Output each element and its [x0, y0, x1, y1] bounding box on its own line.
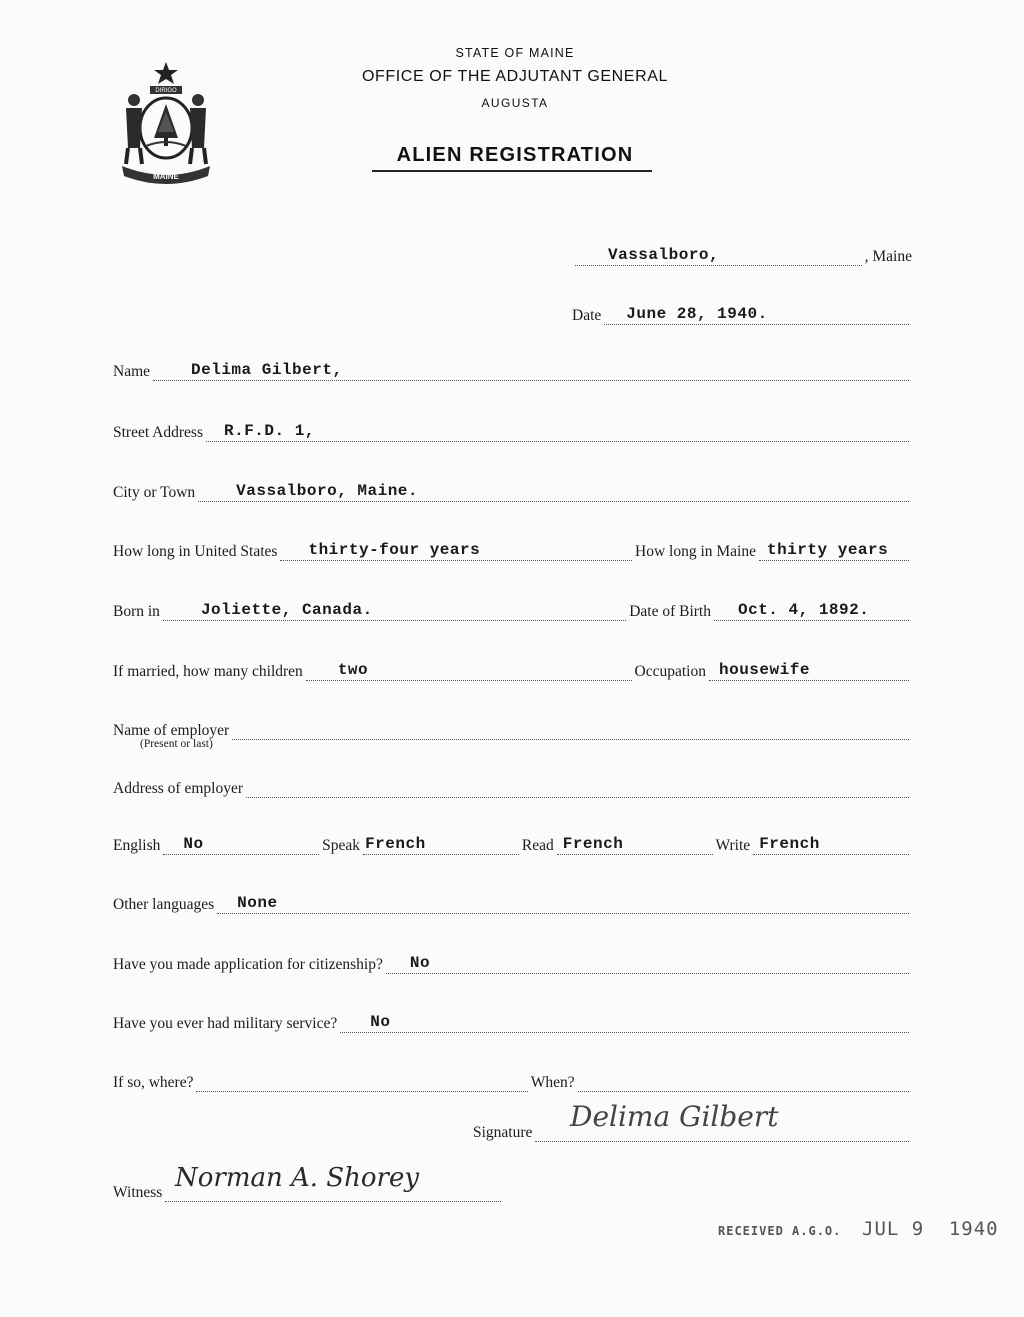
date-field[interactable]: [604, 302, 909, 325]
children-field[interactable]: [306, 658, 632, 681]
form-title: ALIEN REGISTRATION: [396, 144, 634, 166]
street-row: [113, 416, 912, 442]
us-value: thirty-four years: [308, 541, 481, 559]
read-value: French: [562, 835, 624, 853]
occupation-label: Occupation: [634, 662, 706, 680]
date-value: June 28, 1940.: [626, 305, 768, 323]
us-label: How long in United States: [113, 542, 278, 560]
employer-field[interactable]: [232, 717, 909, 740]
write-field[interactable]: [753, 832, 909, 855]
other-languages-label: Other languages: [113, 895, 215, 913]
other-languages-row: [113, 888, 912, 914]
name-field[interactable]: [153, 358, 909, 381]
date-row: [572, 299, 912, 325]
received-stamp: [718, 1218, 999, 1240]
where-label: If so, where?: [113, 1073, 194, 1091]
military-field[interactable]: [340, 1010, 909, 1033]
when-label: When?: [530, 1073, 575, 1091]
read-field[interactable]: [557, 832, 713, 855]
us-field[interactable]: [280, 538, 632, 561]
born-field[interactable]: [163, 598, 626, 621]
speak-field[interactable]: [363, 832, 519, 855]
maine-field[interactable]: [759, 538, 909, 561]
where-field[interactable]: [196, 1069, 527, 1092]
witness-label: Witness: [113, 1183, 163, 1201]
occupation-value: housewife: [719, 661, 810, 679]
dob-value: Oct. 4, 1892.: [738, 601, 870, 619]
signature-label: Signature: [473, 1123, 533, 1141]
title-underline: [372, 170, 652, 172]
place-field[interactable]: [575, 243, 862, 266]
other-languages-field[interactable]: [217, 891, 909, 914]
seal-motto: DIRIGO: [155, 88, 177, 94]
city-row: [113, 476, 912, 502]
city-field[interactable]: [198, 479, 909, 502]
children-label: If married, how many children: [113, 662, 303, 680]
birth-row: [113, 595, 912, 621]
english-label: English: [113, 836, 161, 854]
street-value: R.F.D. 1,: [223, 422, 315, 440]
other-languages-value: None: [237, 894, 278, 912]
employer-address-field[interactable]: [246, 775, 909, 798]
street-label: Street Address: [113, 423, 203, 441]
family-row: [113, 655, 912, 681]
signature-handwriting: Delima Gilbert: [570, 1100, 779, 1133]
employer-sublabel: (Present or last): [140, 738, 213, 750]
write-value: French: [759, 835, 820, 853]
citizenship-field[interactable]: [386, 951, 909, 974]
city-value: Vassalboro, Maine.: [236, 482, 418, 500]
place-value: Vassalboro,: [608, 246, 720, 264]
when-field[interactable]: [578, 1069, 909, 1092]
language-row: [113, 829, 912, 855]
header-city: AUGUSTA: [481, 96, 549, 110]
born-value: Joliette, Canada.: [200, 601, 373, 619]
born-label: Born in: [113, 602, 160, 620]
maine-state-seal-icon: [112, 58, 220, 186]
occupation-field[interactable]: [709, 658, 909, 681]
header-office: OFFICE OF THE ADJUTANT GENERAL: [361, 68, 669, 85]
employer-row: [113, 714, 912, 740]
military-value: No: [370, 1013, 391, 1031]
seal-banner: MAINE: [153, 172, 179, 181]
read-label: Read: [521, 836, 554, 854]
maine-value: thirty years: [767, 541, 889, 559]
maine-label: How long in Maine: [635, 542, 756, 560]
citizenship-label: Have you made application for citizenship?: [113, 955, 383, 973]
residency-row: [113, 535, 912, 561]
city-label: City or Town: [113, 483, 196, 501]
witness-handwriting: Norman A. Shorey: [175, 1163, 420, 1193]
street-field[interactable]: [206, 419, 909, 442]
english-field[interactable]: [163, 832, 319, 855]
where-when-row: [113, 1066, 912, 1092]
place-row: [572, 240, 912, 266]
header-state: STATE OF MAINE: [455, 46, 575, 60]
employer-address-label: Address of employer: [113, 779, 243, 797]
name-label: Name: [113, 362, 151, 380]
children-value: two: [337, 661, 369, 679]
citizenship-row: [113, 948, 912, 974]
military-label: Have you ever had military service?: [113, 1014, 338, 1032]
english-value: No: [183, 835, 204, 853]
write-label: Write: [715, 836, 751, 854]
employer-address-row: [113, 772, 912, 798]
stamp-date: JUL 9: [862, 1218, 925, 1240]
stamp-year: 1940: [948, 1218, 999, 1240]
citizenship-value: No: [409, 954, 431, 972]
date-label: Date: [572, 306, 602, 324]
speak-label: Speak: [322, 836, 361, 854]
name-row: [113, 355, 912, 381]
military-row: [113, 1007, 912, 1033]
dob-label: Date of Birth: [629, 602, 711, 620]
stamp-received: RECEIVED A.G.O.: [718, 1224, 842, 1238]
dob-field[interactable]: [714, 598, 909, 621]
employer-label: Name of employer: [113, 721, 230, 739]
name-value: Delima Gilbert,: [191, 361, 343, 379]
speak-value: French: [365, 835, 426, 853]
place-suffix: , Maine: [864, 247, 912, 265]
